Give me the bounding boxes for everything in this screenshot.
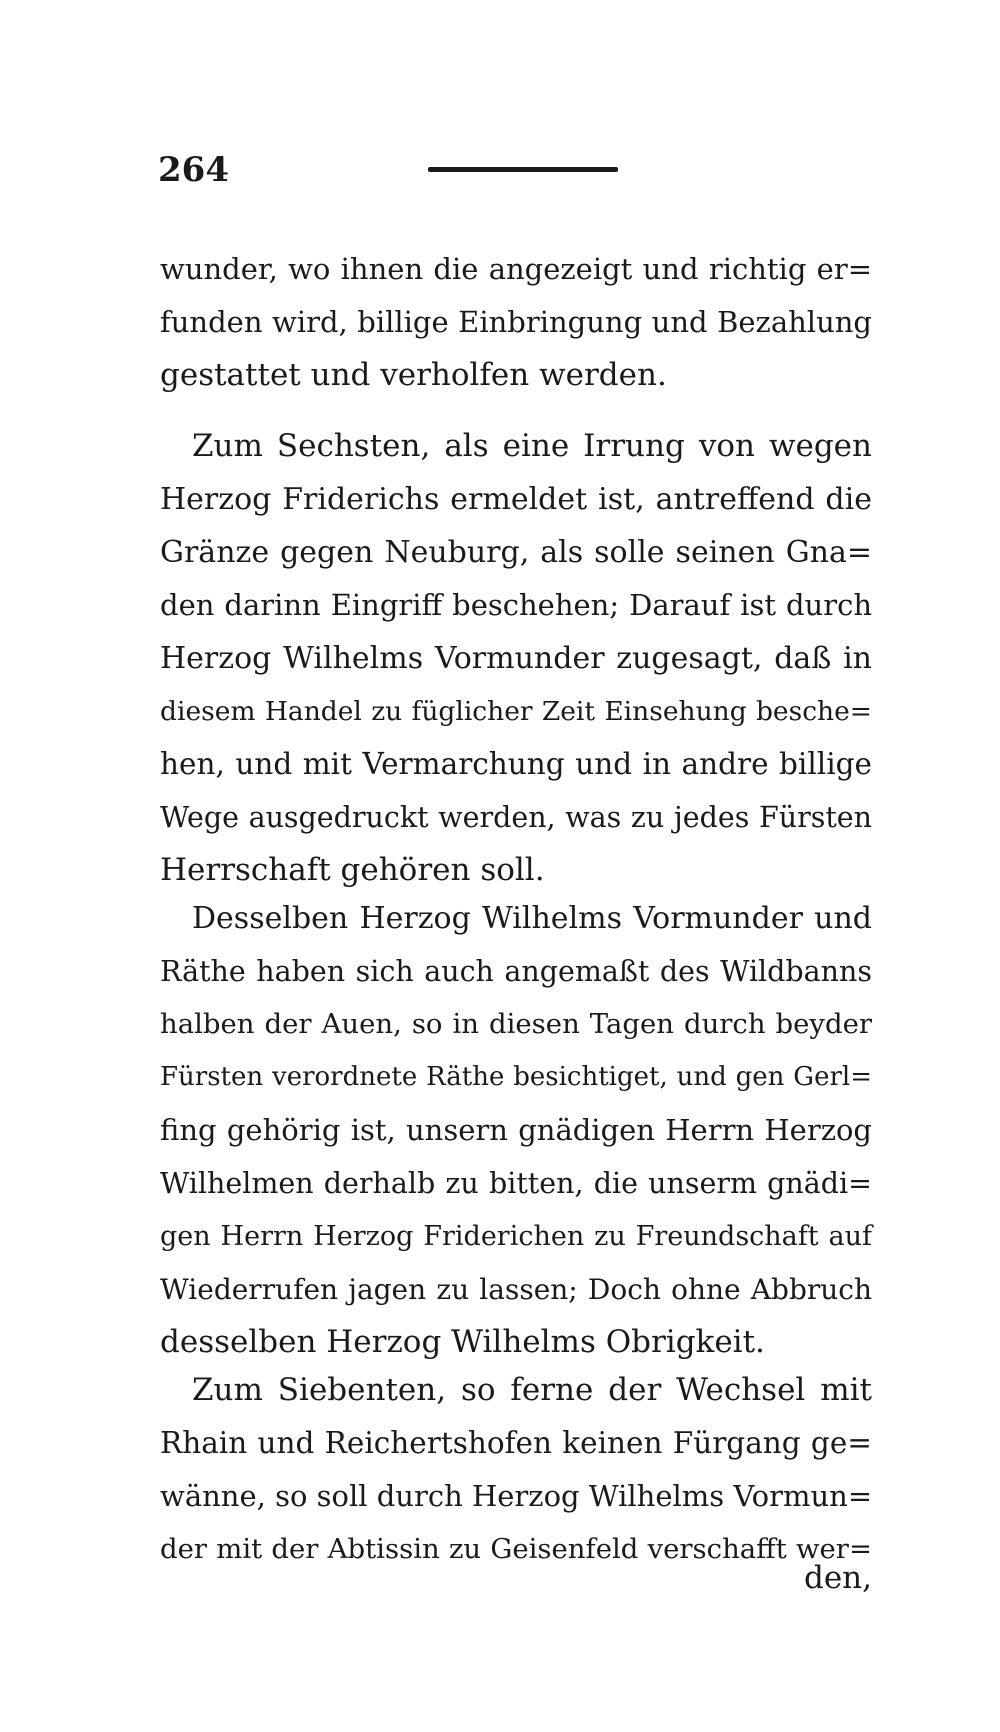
text-line: Wiederrufen jagen zu lassen; Doch ohne Abbruch [160, 1273, 872, 1306]
text-line: Herzog Friderichs ermeldet ist, antreffend die [160, 482, 872, 517]
text-line: der mit der Abtissin zu Geisenfeld verschafft wer= [160, 1533, 872, 1565]
catchword-block [160, 1552, 872, 1605]
text-line: fing gehörig ist, unsern gnädigen Herrn Herzog [160, 1113, 872, 1147]
text-line: gen Herrn Herzog Friderichen zu Freundschaft auf [160, 1221, 872, 1252]
text-line: halben der Auen, so in diesen Tagen durch beyder [160, 1008, 872, 1040]
header-rule [428, 167, 618, 172]
text-line: wänne, so soll durch Herzog Wilhelms Vormun= [160, 1479, 873, 1513]
text-line: diesem Handel zu füglicher Zeit Einsehung besche= [160, 696, 872, 727]
text-line: Wilhelmen derhalb zu bitten, die unserm gnädi= [160, 1167, 872, 1200]
catchword: den, [803, 1560, 872, 1596]
text-line: Zum Siebenten, so ferne der Wechsel mit [192, 1372, 872, 1408]
text-line: Wege ausgedruckt werden, was zu jedes Fürsten [160, 801, 872, 834]
paragraph-3 [160, 892, 872, 1369]
text-line: Räthe haben sich auch angemaßt des Wildbanns [160, 955, 872, 988]
text-line: Herrschaft gehören soll. [160, 852, 545, 888]
text-line: gestattet und verholfen werden. [160, 357, 667, 393]
text-line: Zum Sechsten, als eine Irrung von wegen [192, 428, 872, 464]
page-number: 264 [158, 150, 229, 190]
paragraph-2 [160, 420, 872, 897]
text-line: Desselben Herzog Wilhelms Vormunder und [192, 901, 872, 936]
text-line: Rhain und Reichertshofen keinen Fürgang ge= [160, 1426, 872, 1460]
paragraph-1 [160, 243, 872, 402]
text-line: wunder, wo ihnen die angezeigt und richtig er= [160, 252, 872, 286]
text-line: den darinn Eingriff beschehen; Darauf ist durch [160, 588, 872, 622]
text-line: funden wird, billige Einbringung und Bezahlung [160, 305, 872, 339]
text-line: Herzog Wilhelms Vormunder zugesagt, daß in [160, 641, 872, 676]
text-line: Gränze gegen Neuburg, als solle seinen Gna= [160, 535, 872, 570]
text-line: Fürsten verordnete Räthe besichtiget, und gen Gerl= [160, 1062, 872, 1092]
text-line: hen, und mit Vermarchung und in andre billige [160, 747, 872, 781]
paragraph-4 [160, 1364, 872, 1576]
text-line: desselben Herzog Wilhelms Obrigkeit. [160, 1324, 765, 1360]
